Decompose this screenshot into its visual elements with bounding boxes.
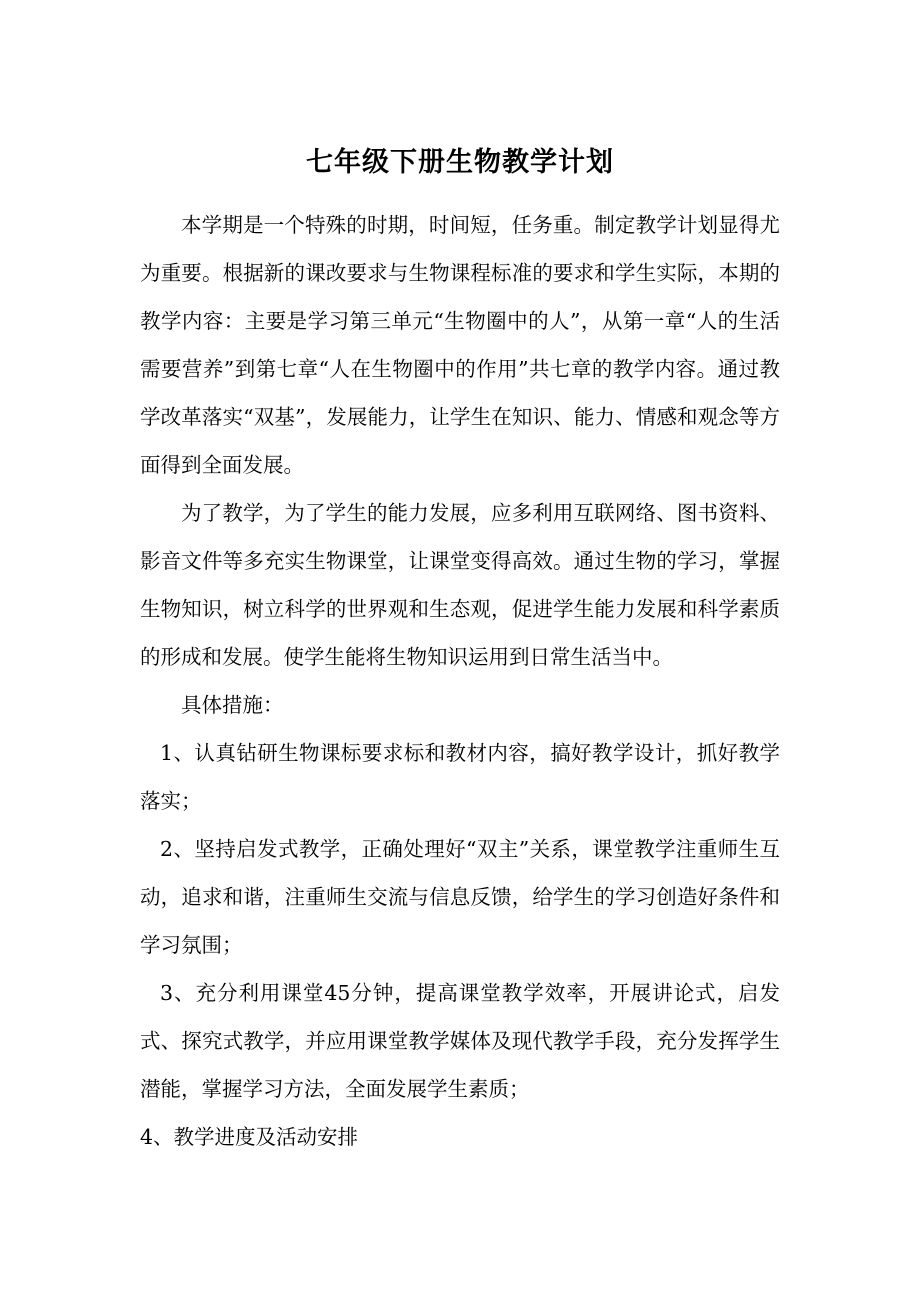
intro-paragraph: 本学期是一个特殊的时期，时间短，任务重。制定教学计划显得尤为重要。根据新的课改要求与生物课程标准的要求和学生实际，本期的教学内容：主要是学习第三单元“生物圈中的人”，从第一章“人的生活需要营养”到第七章“人在生物圈中的作用”共七章的教学内容。通过教学改革落实“双基”，发展能力，让学生在知识、能力、情感和观念等方面得到全面发展。 — [140, 213, 780, 477]
measures-heading: 具体措施： — [181, 693, 284, 717]
measure-item: 4、教学进度及活动安排 — [140, 1125, 359, 1149]
measure-item: 3、充分利用课堂45分钟，提高课堂教学效率，开展讲论式，启发式、探究式教学，并应用课堂教学媒体及现代教学手段，充分发挥学生潜能，掌握学习方法，全面发展学生素质； — [140, 981, 780, 1101]
document-title: 七年级下册生物教学计划 — [306, 147, 614, 178]
goals-paragraph: 为了教学，为了学生的能力发展，应多利用互联网络、图书资料、影音文件等多充实生物课堂，让课堂变得高效。通过生物的学习，掌握生物知识，树立科学的世界观和生态观，促进学生能力发展和科学素质的形成和发展。使学生能将生物知识运用到日常生活当中。 — [140, 501, 780, 669]
measure-item: 1、认真钻研生物课标要求标和教材内容，搞好教学设计，抓好教学落实； — [140, 741, 780, 813]
measure-item: 2、坚持启发式教学，正确处理好“双主”关系，课堂教学注重师生互动，追求和谐，注重师生交流与信息反馈，给学生的学习创造好条件和学习氛围； — [140, 837, 780, 957]
